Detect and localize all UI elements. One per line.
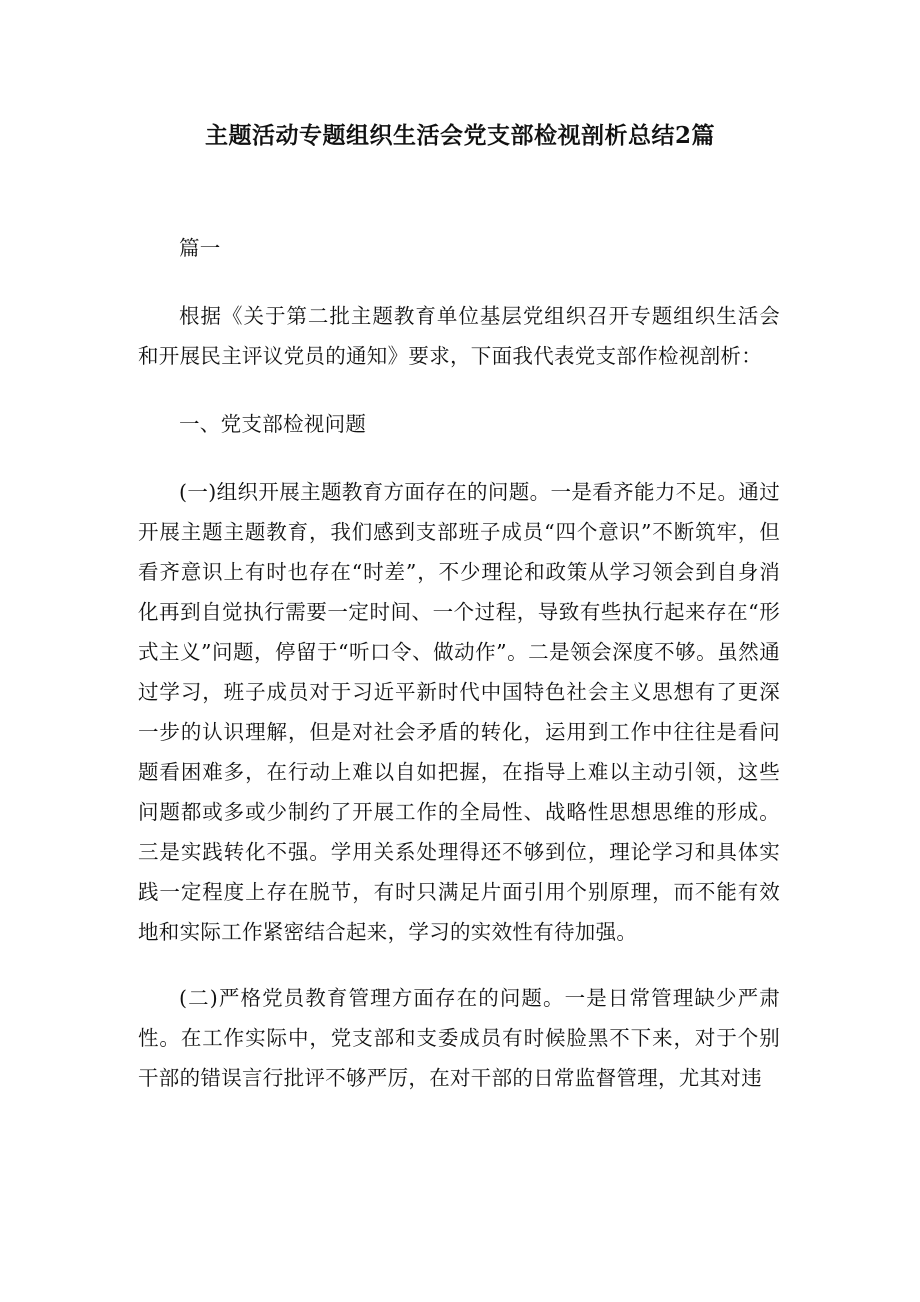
paragraph-member-management-problems: (二)严格党员教育管理方面存在的问题。一是日常管理缺少严肃性。在工作实际中，党支部和支委成员有时候脸黑不下来，对于个别干部的错误言行批评不够严厉，在对干部的日常监督管理，尤其对违 bbox=[138, 986, 780, 1090]
section-heading-part-one: 篇一 bbox=[179, 236, 221, 260]
document-title: 主题活动专题组织生活会党支部检视剖析总结2篇 bbox=[204, 122, 715, 149]
paragraph-theme-education-problems: (一)组织开展主题教育方面存在的问题。一是看齐能力不足。通过开展主题主题教育，我们感到支部班子成员“四个意识”不断筑牢，但看齐意识上有时也存在“时差”，不少理论和政策从学习领会到自身消化再到自觉执行需要一定时间、一个过程，导致有些执行起来存在“形式主义”问题，停留于“听口令、做动作”。二是领会深度不够。虽然通过学习，班子成员对于习近平新时代中国特色社会主义思想有了更深一步的认识理解，但是对社会矛盾的转化，运用到工作中往往是看问题看困难多，在行动上难以自如把握，在指导上难以主动引领，这些问题都或多或少制约了开展工作的全局性、战略性思想思维的形成。三是实践转化不强。学用关系处理得还不够到位，理论学习和具体实践一定程度上存在脱节，有时只满足片面引用个别原理，而不能有效地和实际工作紧密结合起来，学习的实效性有待加强。 bbox=[138, 480, 780, 944]
document-body bbox=[138, 228, 780, 1126]
section-heading-problems: 一、党支部检视问题 bbox=[179, 412, 367, 436]
intro-paragraph: 根据《关于第二批主题教育单位基层党组织召开专题组织生活会和开展民主评议党员的通知》要求，下面我代表党支部作检视剖析： bbox=[138, 304, 780, 368]
